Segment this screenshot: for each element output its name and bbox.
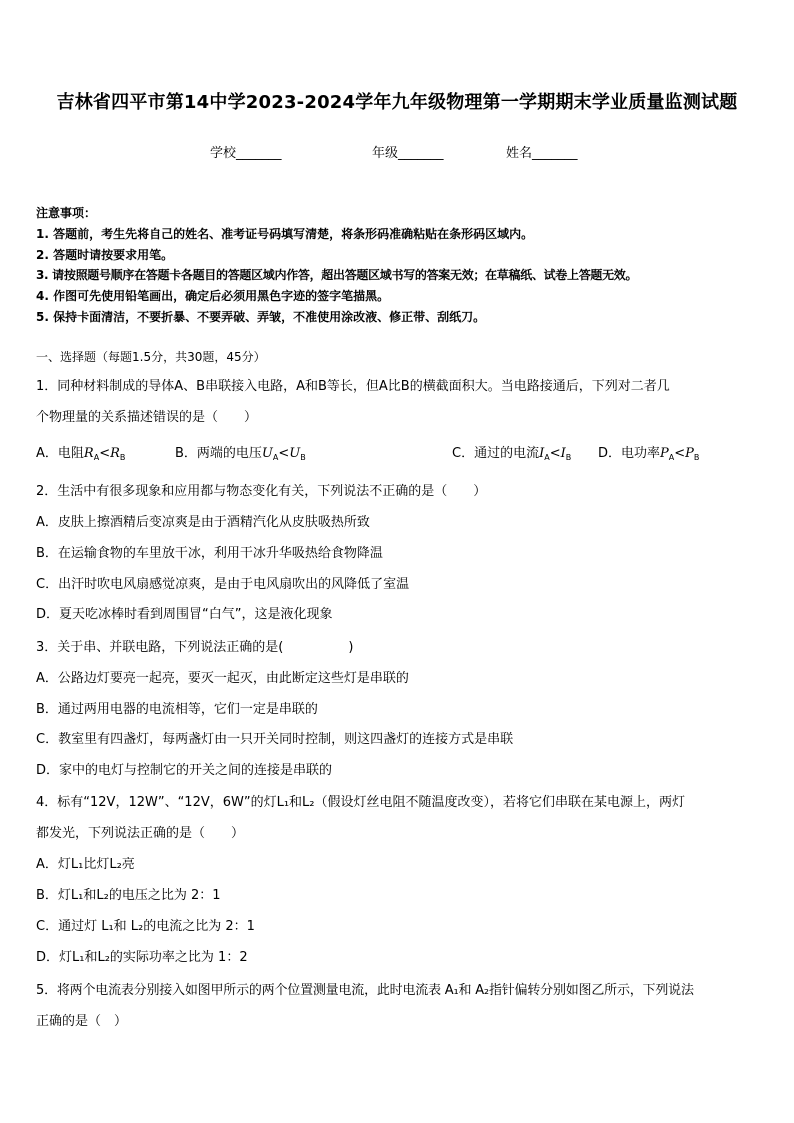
q2-option: B．在运输食物的车里放干冰，利用干冰升华吸热给食物降温 — [36, 546, 383, 561]
q1-option-a: A．电阻$R_A<R_B$ — [36, 446, 126, 462]
notice-heading: 注意事项： — [36, 206, 97, 220]
q3-option: A．公路边灯要亮一起亮，要灭一起灭，由此断定这些灯是串联的 — [36, 671, 409, 686]
q3-stem: 3．关于串、并联电路，下列说法正确的是( ) — [36, 640, 354, 655]
grade-field: 年级_______ — [372, 146, 444, 161]
notice-item: 3. 请按照题号顺序在答题卡各题目的答题区域内作答，超出答题区域书写的答案无效；在草稿纸、试卷上答题无效。 — [36, 268, 638, 282]
school-field: 学校_______ — [210, 146, 282, 161]
q3-option: C．教室里有四盏灯，每两盏灯由一只开关同时控制，则这四盏灯的连接方式是串联 — [36, 732, 514, 747]
name-field: 姓名_______ — [506, 146, 578, 161]
q2-option: A．皮肤上擦酒精后变凉爽是由于酒精汽化从皮肤吸热所致 — [36, 515, 370, 530]
notice-item: 1. 答题前，考生先将自己的姓名、准考证号码填写清楚，将条形码准确粘贴在条形码区域内。 — [36, 227, 534, 241]
q5-stem-line2: 正确的是（ ） — [36, 1014, 128, 1029]
page-title: 吉林省四平市第14中学2023-2024学年九年级物理第一学期期末学业质量监测试题 — [56, 92, 738, 113]
q2-option: D．夏天吃冰棒时看到周围冒“白气”，这是液化现象 — [36, 607, 333, 622]
q4-stem-line1: 4．标有“12V，12W”、“12V，6W”的灯L₁和L₂（假设灯丝电阻不随温度改变），若将它们串联在某电源上，两灯 — [36, 795, 686, 810]
q4-stem-line2: 都发光，下列说法正确的是（ ） — [36, 826, 245, 841]
q4-option: A．灯L₁比灯L₂亮 — [36, 857, 135, 872]
q1-option-d: D．电功率$P_A<P_B$ — [598, 446, 700, 462]
q3-option: B．通过两用电器的电流相等，它们一定是串联的 — [36, 702, 318, 717]
q1-stem-line2: 个物理量的关系描述错误的是（ ） — [36, 410, 258, 425]
q4-option: B．灯L₁和L₂的电压之比为 2：1 — [36, 888, 221, 903]
q2-option: C．出汗时吹电风扇感觉凉爽，是由于电风扇吹出的风降低了室温 — [36, 577, 410, 592]
q4-option: C．通过灯 L₁和 L₂的电流之比为 2：1 — [36, 919, 255, 934]
q4-option: D．灯L₁和L₂的实际功率之比为 1：2 — [36, 950, 248, 965]
q2-stem: 2．生活中有很多现象和应用都与物态变化有关，下列说法不正确的是（ ） — [36, 484, 487, 499]
q1-stem-line1: 1．同种材料制成的导体A、B串联接入电路，A和B等长，但A比B的横截面积大。当电路接通后，下列对二者几 — [36, 379, 670, 394]
notice-item: 2. 答题时请按要求用笔。 — [36, 248, 174, 262]
q1-option-b: B．两端的电压$U_A<U_B$ — [175, 446, 306, 462]
notice-item: 4. 作图可先使用铅笔画出，确定后必须用黑色字迹的签字笔描黑。 — [36, 289, 390, 303]
notice-item: 5. 保持卡面清洁，不要折暴、不要弄破、弄皱，不准使用涂改液、修正带、刮纸刀。 — [36, 310, 486, 324]
q5-stem-line1: 5．将两个电流表分别接入如图甲所示的两个位置测量电流，此时电流表 A₁和 A₂指针偏转分别如图乙所示，下列说法 — [36, 983, 694, 998]
section-heading: 一、选择题（每题1.5分，共30题，45分） — [36, 350, 266, 364]
q3-option: D．家中的电灯与控制它的开关之间的连接是串联的 — [36, 763, 333, 778]
q1-option-c: C．通过的电流$I_A<I_B$ — [452, 446, 572, 462]
